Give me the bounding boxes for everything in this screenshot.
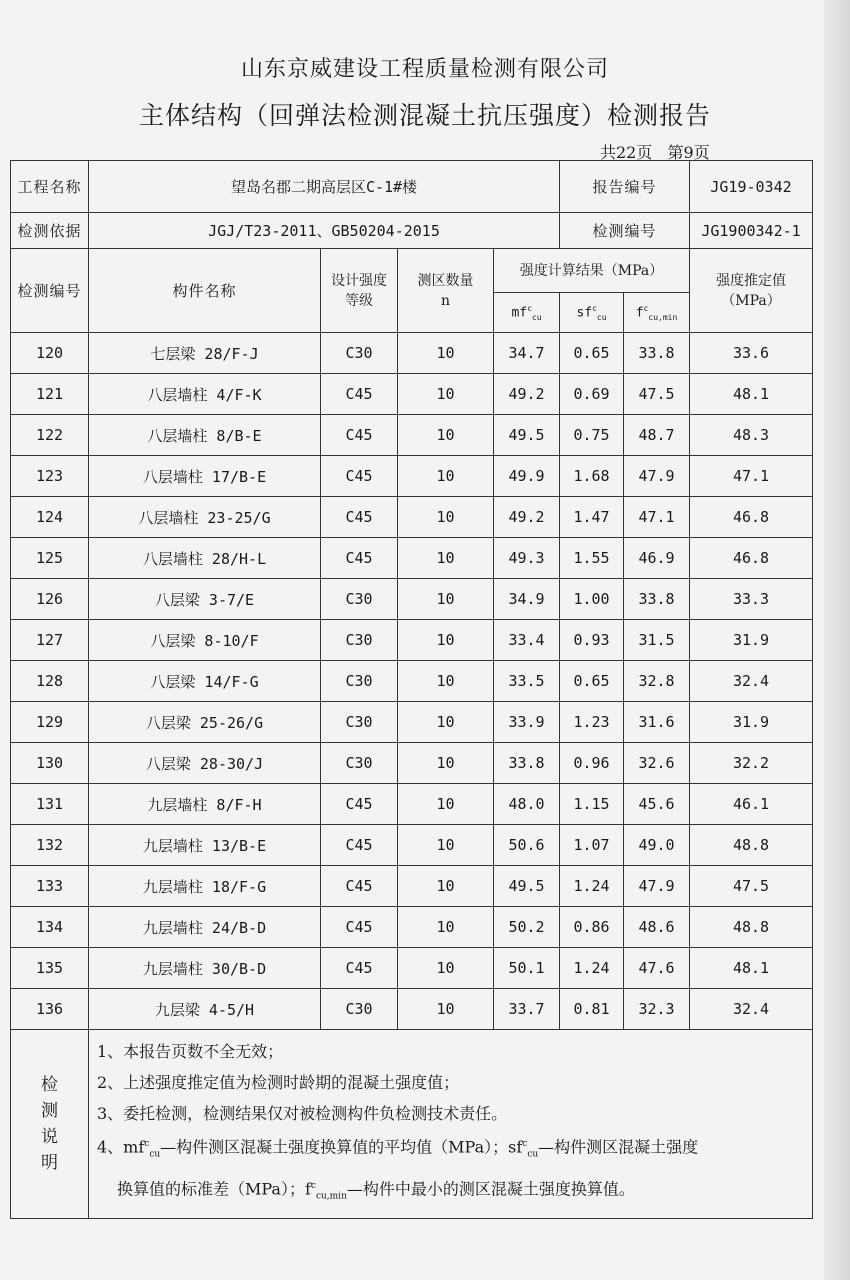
cell-fmin: 48.7 <box>624 415 690 456</box>
table-row <box>11 579 813 620</box>
cell-fmin: 47.9 <box>624 866 690 907</box>
cell-fmin: 47.5 <box>624 374 690 415</box>
cell-zones: 10 <box>398 456 494 497</box>
cell-id: 124 <box>11 497 89 538</box>
col-grade-header: 设计强度等级 <box>321 249 398 333</box>
info-row-basis <box>11 213 813 249</box>
col-estimate-header: 强度推定值（MPa） <box>690 249 813 333</box>
table-row <box>11 333 813 374</box>
cell-id: 133 <box>11 866 89 907</box>
cell-zones: 10 <box>398 989 494 1030</box>
cell-id: 123 <box>11 456 89 497</box>
cell-estimate: 48.3 <box>690 415 813 456</box>
cell-estimate: 32.4 <box>690 989 813 1030</box>
cell-sf: 1.68 <box>560 456 624 497</box>
col-fmin-header: $f^c_{cu,min}$ <box>624 293 690 333</box>
cell-mf: 48.0 <box>494 784 560 825</box>
cell-sf: 0.93 <box>560 620 624 661</box>
cell-mf: 34.7 <box>494 333 560 374</box>
cell-zones: 10 <box>398 784 494 825</box>
cell-mf: 33.4 <box>494 620 560 661</box>
cell-id: 135 <box>11 948 89 989</box>
report-table <box>10 160 813 1219</box>
cell-name: 八层梁 3-7/E <box>89 579 321 620</box>
cell-zones: 10 <box>398 620 494 661</box>
cell-grade: C45 <box>321 907 398 948</box>
cell-id: 128 <box>11 661 89 702</box>
note-2: 2、上述强度推定值为检测时龄期的混凝土强度值； <box>97 1073 460 1092</box>
cell-zones: 10 <box>398 579 494 620</box>
cell-fmin: 47.6 <box>624 948 690 989</box>
cell-name: 八层梁 28-30/J <box>89 743 321 784</box>
cell-name: 八层梁 14/F-G <box>89 661 321 702</box>
table-row <box>11 907 813 948</box>
info-row-project <box>11 161 813 213</box>
basis-value: JGJ/T23-2011、GB50204-2015 <box>89 213 560 249</box>
cell-mf: 33.9 <box>494 702 560 743</box>
cell-name: 七层梁 28/F-J <box>89 333 321 374</box>
cell-mf: 49.2 <box>494 374 560 415</box>
project-label: 工程名称 <box>11 161 89 213</box>
cell-sf: 1.15 <box>560 784 624 825</box>
table-row <box>11 784 813 825</box>
cell-grade: C30 <box>321 743 398 784</box>
cell-grade: C45 <box>321 415 398 456</box>
col-calc-group-header: 强度计算结果（MPa） <box>494 249 690 293</box>
cell-zones: 10 <box>398 538 494 579</box>
cell-fmin: 32.8 <box>624 661 690 702</box>
table-row <box>11 825 813 866</box>
cell-sf: 0.65 <box>560 661 624 702</box>
report-no-label: 报告编号 <box>560 161 690 213</box>
cell-grade: C45 <box>321 497 398 538</box>
cell-estimate: 33.6 <box>690 333 813 374</box>
cell-id: 120 <box>11 333 89 374</box>
cell-name: 九层墙柱 18/F-G <box>89 866 321 907</box>
cell-sf: 1.24 <box>560 948 624 989</box>
cell-grade: C45 <box>321 784 398 825</box>
col-zones-header: 测区数量 n <box>398 249 494 333</box>
table-row <box>11 743 813 784</box>
cell-grade: C30 <box>321 579 398 620</box>
cell-grade: C45 <box>321 374 398 415</box>
cell-estimate: 46.8 <box>690 538 813 579</box>
table-row <box>11 415 813 456</box>
note-4: 4、$mf^c_{cu}—$构件测区混凝土强度换算值的平均值（MPa）；$sf^c_{cu}—$构件测区混凝土强度 <box>97 1137 699 1160</box>
cell-id: 127 <box>11 620 89 661</box>
cell-estimate: 32.2 <box>690 743 813 784</box>
cell-mf: 33.5 <box>494 661 560 702</box>
cell-sf: 0.75 <box>560 415 624 456</box>
cell-sf: 0.65 <box>560 333 624 374</box>
cell-estimate: 32.4 <box>690 661 813 702</box>
cell-id: 125 <box>11 538 89 579</box>
cell-fmin: 33.8 <box>624 333 690 374</box>
cell-sf: 1.23 <box>560 702 624 743</box>
cell-grade: C30 <box>321 620 398 661</box>
cell-estimate: 48.8 <box>690 825 813 866</box>
cell-mf: 49.5 <box>494 866 560 907</box>
cell-grade: C45 <box>321 456 398 497</box>
company-name: 山东京威建设工程质量检测有限公司 <box>240 57 609 82</box>
cell-zones: 10 <box>398 866 494 907</box>
col-id-header: 检测编号 <box>11 249 89 333</box>
cell-name: 八层墙柱 28/H-L <box>89 538 321 579</box>
cell-id: 134 <box>11 907 89 948</box>
cell-zones: 10 <box>398 333 494 374</box>
table-row <box>11 661 813 702</box>
cell-id: 136 <box>11 989 89 1030</box>
cell-grade: C45 <box>321 948 398 989</box>
cell-mf: 49.9 <box>494 456 560 497</box>
table-row <box>11 538 813 579</box>
cell-sf: 0.96 <box>560 743 624 784</box>
cell-zones: 10 <box>398 743 494 784</box>
note-4-continued: 换算值的标准差（MPa）；$f^c_{cu,min}—$构件中最小的测区混凝土强度换算值。 <box>117 1178 635 1202</box>
table-row <box>11 866 813 907</box>
cell-zones: 10 <box>398 661 494 702</box>
table-row <box>11 702 813 743</box>
cell-estimate: 47.5 <box>690 866 813 907</box>
cell-name: 八层墙柱 8/B-E <box>89 415 321 456</box>
cell-name: 九层墙柱 24/B-D <box>89 907 321 948</box>
cell-name: 八层墙柱 4/F-K <box>89 374 321 415</box>
cell-sf: 1.47 <box>560 497 624 538</box>
cell-id: 129 <box>11 702 89 743</box>
col-mf-header: $mf^c_{cu}$ <box>494 293 560 333</box>
col-sf-header: $sf^c_{cu}$ <box>560 293 624 333</box>
cell-name: 九层梁 4-5/H <box>89 989 321 1030</box>
cell-fmin: 47.1 <box>624 497 690 538</box>
table-row <box>11 374 813 415</box>
cell-estimate: 31.9 <box>690 702 813 743</box>
col-name-header: 构件名称 <box>89 249 321 333</box>
cell-estimate: 48.8 <box>690 907 813 948</box>
cell-fmin: 48.6 <box>624 907 690 948</box>
cell-name: 九层墙柱 8/F-H <box>89 784 321 825</box>
table-row <box>11 456 813 497</box>
cell-estimate: 33.3 <box>690 579 813 620</box>
table-row <box>11 989 813 1030</box>
cell-zones: 10 <box>398 907 494 948</box>
note-3: 3、委托检测，检测结果仅对被检测构件负检测技术责任。 <box>97 1104 508 1123</box>
data-rows <box>11 333 813 1030</box>
notes-label: 检测说明 <box>11 1030 89 1219</box>
cell-grade: C30 <box>321 661 398 702</box>
cell-zones: 10 <box>398 702 494 743</box>
cell-sf: 0.86 <box>560 907 624 948</box>
cell-grade: C30 <box>321 989 398 1030</box>
report-no-value: JG19-0342 <box>690 161 813 213</box>
cell-mf: 49.2 <box>494 497 560 538</box>
page-edge-shadow <box>824 0 850 1280</box>
table-row <box>11 497 813 538</box>
project-value: 望岛名郡二期高层区C-1#楼 <box>89 161 560 213</box>
cell-grade: C45 <box>321 866 398 907</box>
table-row <box>11 620 813 661</box>
cell-mf: 50.6 <box>494 825 560 866</box>
cell-fmin: 45.6 <box>624 784 690 825</box>
cell-mf: 50.2 <box>494 907 560 948</box>
cell-grade: C45 <box>321 538 398 579</box>
cell-name: 九层墙柱 13/B-E <box>89 825 321 866</box>
cell-name: 八层梁 8-10/F <box>89 620 321 661</box>
cell-estimate: 47.1 <box>690 456 813 497</box>
cell-zones: 10 <box>398 825 494 866</box>
cell-mf: 33.8 <box>494 743 560 784</box>
cell-sf: 1.07 <box>560 825 624 866</box>
cell-grade: C45 <box>321 825 398 866</box>
cell-mf: 33.7 <box>494 989 560 1030</box>
cell-fmin: 32.6 <box>624 743 690 784</box>
cell-zones: 10 <box>398 497 494 538</box>
cell-sf: 1.55 <box>560 538 624 579</box>
cell-estimate: 31.9 <box>690 620 813 661</box>
test-no-value: JG1900342-1 <box>690 213 813 249</box>
notes-row <box>11 1030 813 1219</box>
table-row <box>11 948 813 989</box>
cell-id: 126 <box>11 579 89 620</box>
cell-name: 八层墙柱 17/B-E <box>89 456 321 497</box>
cell-sf: 1.24 <box>560 866 624 907</box>
report-title: 主体结构（回弹法检测混凝土抗压强度）检测报告 <box>138 101 711 130</box>
note-1: 1、本报告页数不全无效； <box>97 1042 284 1061</box>
page-number: 共22页 第9页 <box>600 143 710 162</box>
notes-list <box>89 1030 813 1219</box>
cell-id: 121 <box>11 374 89 415</box>
cell-sf: 1.00 <box>560 579 624 620</box>
cell-fmin: 33.8 <box>624 579 690 620</box>
cell-zones: 10 <box>398 374 494 415</box>
cell-zones: 10 <box>398 948 494 989</box>
cell-grade: C30 <box>321 333 398 374</box>
cell-mf: 50.1 <box>494 948 560 989</box>
cell-estimate: 46.8 <box>690 497 813 538</box>
cell-id: 130 <box>11 743 89 784</box>
column-header-row <box>11 249 813 293</box>
cell-estimate: 48.1 <box>690 374 813 415</box>
cell-fmin: 32.3 <box>624 989 690 1030</box>
cell-estimate: 48.1 <box>690 948 813 989</box>
cell-estimate: 46.1 <box>690 784 813 825</box>
cell-mf: 49.5 <box>494 415 560 456</box>
cell-fmin: 31.5 <box>624 620 690 661</box>
cell-fmin: 31.6 <box>624 702 690 743</box>
cell-mf: 34.9 <box>494 579 560 620</box>
cell-fmin: 46.9 <box>624 538 690 579</box>
cell-mf: 49.3 <box>494 538 560 579</box>
cell-fmin: 47.9 <box>624 456 690 497</box>
cell-name: 八层墙柱 23-25/G <box>89 497 321 538</box>
test-no-label: 检测编号 <box>560 213 690 249</box>
basis-label: 检测依据 <box>11 213 89 249</box>
cell-id: 122 <box>11 415 89 456</box>
cell-id: 132 <box>11 825 89 866</box>
cell-grade: C30 <box>321 702 398 743</box>
cell-sf: 0.81 <box>560 989 624 1030</box>
cell-id: 131 <box>11 784 89 825</box>
cell-zones: 10 <box>398 415 494 456</box>
cell-name: 九层墙柱 30/B-D <box>89 948 321 989</box>
cell-fmin: 49.0 <box>624 825 690 866</box>
cell-sf: 0.69 <box>560 374 624 415</box>
cell-name: 八层梁 25-26/G <box>89 702 321 743</box>
